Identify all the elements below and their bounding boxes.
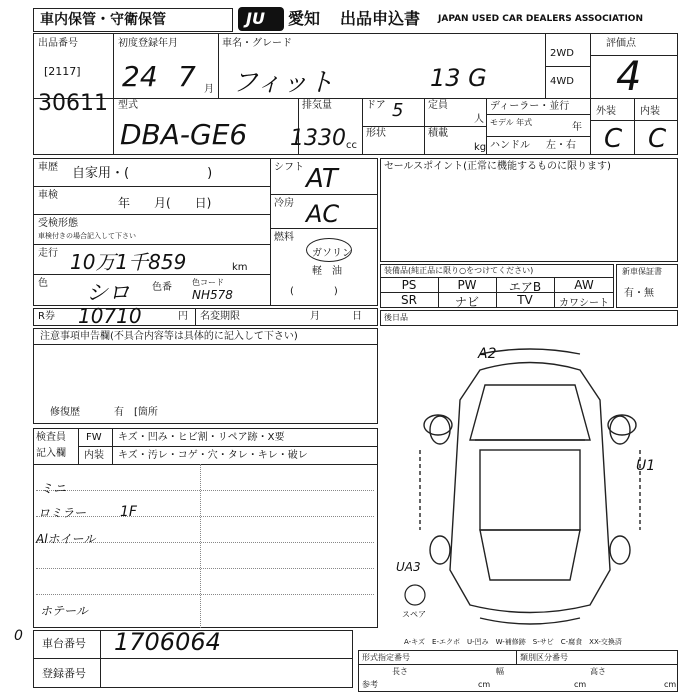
body-shape-label: 形状 [366,128,386,139]
note-1f: 1F [120,504,137,520]
note-mini: ミニ [40,482,67,497]
handle-options: 左・右 [546,140,576,151]
lot-number-value: 30611 [38,91,108,116]
history-value: 自家用・( ) [72,166,213,181]
damage-mark-right: U1 [636,458,656,474]
mileage-value: 10万1千859 [70,250,187,274]
fuel-label: 燃料 [274,232,294,243]
damage-mark-bottom: UA3 [396,560,421,574]
warranty-label: 新車保証書 [622,267,662,276]
inspection-date-label: 車検 [38,190,58,201]
exterior-grade: C [604,124,623,154]
drive-4wd: 4WD [550,76,574,87]
interior-check-items: キズ・汚レ・コゲ・穴・タレ・キレ・破レ [118,450,308,461]
sales-point-box [380,158,678,262]
shift-label: シフト [274,162,304,173]
inspector-label: 検査員 [36,432,66,443]
capacity-label: 定員 [428,100,448,111]
interior-label: 内装 [640,106,660,117]
lot-number-label: 出品番号 [38,38,78,49]
equipment-leather: カワシート [559,298,609,309]
score-value: 4 [616,54,642,100]
ju-logo-text: JU [246,9,265,28]
r-ticket-value: 10710 [78,304,142,328]
color-code-label: 色コード [192,278,224,287]
name-change-label: 名変期限 [200,311,240,322]
equipment-label: 装備品(純正品に限り○をつけてください) [384,266,534,275]
person-unit: 人 [474,114,484,125]
r-ticket-label: R券 [38,311,55,322]
width-label: 幅 [496,667,504,676]
first-registration-label: 初度登録年月 [118,38,178,49]
equipment-navi: ナビ [454,295,479,309]
km-unit: km [232,262,248,273]
chassis-label: 車台番号 [42,637,86,650]
car-name-value: フィット [232,68,334,98]
cm-unit-1: cm [478,680,491,689]
displacement-label: 排気量 [302,100,332,111]
notes-label: 注意事項申告欄(不具合内容等は具体的に記入して下さい) [40,331,298,342]
registration-year: 24 [122,60,158,93]
type-class-label: 類別区分番号 [520,653,568,662]
interior-check-label: 内装 [84,450,104,461]
spare-label: スペア [402,610,426,619]
color-no-label: 色番 [152,282,172,293]
repair-history-label: 修復歴 [50,407,80,418]
cc-unit: cc [346,140,357,151]
inspection-date-value: 年 月( 日) [118,196,212,210]
cm-unit-3: cm [664,680,677,689]
brand-label: 愛知 [288,9,321,28]
interior-grade: C [648,124,667,154]
change-month: 月 [310,311,320,322]
height-label: 高さ [590,667,606,676]
equipment-tv: TV [517,293,533,307]
fuel-gasoline: ガソリン [312,248,352,259]
grade-value: 13 G [430,64,487,92]
damage-mark-top: A2 [478,346,497,362]
color-label: 色 [38,278,48,289]
load-label: 積載 [428,128,448,139]
lot-sub-number: [2117] [44,65,81,78]
fw-items: キズ・凹み・ヒビ割・リペア跡・X要 [118,432,285,443]
displacement-value: 1330 [290,126,346,151]
color-value: シロ [86,281,131,306]
equipment-sr: SR [401,293,417,307]
receive-type-label: 受検形態 [38,218,78,229]
exterior-label: 外装 [596,106,616,117]
sales-point-label: セールスポイント(正常に機能するものに限ります) [384,161,611,172]
car-name-label: 車名・グレード [222,38,292,49]
gasoline-circle [306,238,352,262]
kg-unit: kg [474,142,487,153]
model-year-label: モデル 年式 [490,118,533,127]
damage-legend: A-キズ E-エクボ U-凹み W-補修跡 S-サビ C-腐食 XX-交換済 [404,638,622,646]
equipment-aw: AW [574,278,594,292]
receive-type-sub: 車検付きの場合記入して下さい [38,232,136,240]
equipment-pw: PW [457,278,477,292]
form-spec-label: 形式指定番号 [362,653,410,662]
ac-value: AC [306,200,340,228]
storage-label: 車内保管・守衛保管 [40,12,166,28]
registration-number-label: 登録番号 [42,667,86,680]
change-day: 日 [352,311,362,322]
drive-2wd: 2WD [550,48,574,59]
registration-month: 7 [178,60,196,93]
margin-mark: 0 [14,628,23,644]
car-body-diagram [400,340,660,640]
later-items-box [380,310,678,326]
model-code-label: 型式 [118,100,138,111]
handle-label: ハンドル [490,140,530,151]
equipment-airbag: エアB [508,280,542,294]
fw-label: FW [86,432,102,443]
association-label: JAPAN USED CAR DEALERS ASSOCIATION [438,14,643,24]
equipment-ps: PS [401,278,417,292]
reference-label: 参考 [362,680,378,689]
score-label: 評価点 [606,38,636,49]
note-mirror: ロミラー [38,506,87,520]
fuel-diesel: 軽 油 [312,266,342,277]
history-label: 車歴 [38,162,58,173]
model-code-value: DBA-GE6 [120,118,248,151]
warranty-options: 有・無 [624,288,654,299]
color-code-value: NH578 [192,288,233,302]
record-label: 記入欄 [36,448,66,459]
dealer-label: ディーラー・並行 [490,101,570,112]
length-label: 長さ [392,667,408,676]
month-unit: 月 [204,84,214,95]
later-items-label: 後日品 [384,313,408,322]
repair-history-value: 有 [箇所 [114,407,158,418]
ac-label: 冷房 [274,198,294,209]
fuel-other: ( ) [290,286,338,297]
door-label: ドア [366,100,386,111]
chassis-value: 1706064 [114,628,221,656]
yen-unit: 円 [178,311,188,322]
year-unit: 年 [572,122,582,133]
cm-unit-2: cm [574,680,587,689]
form-title: 出品申込書 [340,9,421,28]
note-tail: ホテール [40,604,88,618]
mileage-label: 走行 [38,248,58,259]
shift-value: AT [306,164,338,194]
door-value: 5 [392,100,404,121]
note-wheel: Alホイール [36,532,96,546]
